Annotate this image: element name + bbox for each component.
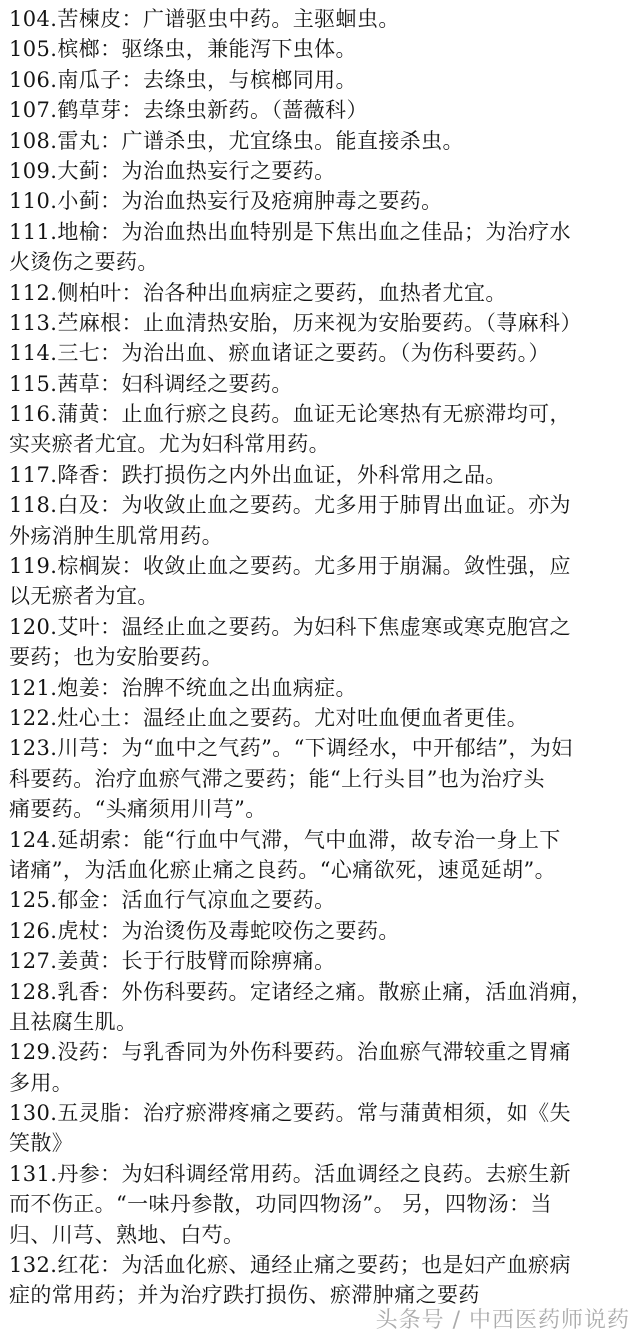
herb-entry <box>9 126 635 156</box>
entry-text-line: 实夹瘀者尤宜。尤为妇科常用药。 <box>9 432 330 457</box>
herb-entry <box>9 278 635 308</box>
entry-text-line: 107.鹤草芽：去绦虫新药。（蔷薇科） <box>9 98 368 123</box>
entry-text-line: 科要药。治疗血瘀气滞之要药；能“上行头目”也为治疗头 <box>9 766 545 791</box>
entry-text-line: 104.苦楝皮：广谱驱虫中药。主驱蛔虫。 <box>9 7 400 31</box>
entry-text-line: 127.姜黄：长于行肢臂而除痹痛。 <box>9 949 336 974</box>
entry-text-line: 112.侧柏叶：治各种出血病症之要药，血热者尤宜。 <box>9 280 507 305</box>
herb-entry <box>9 612 635 673</box>
herb-entry <box>9 34 635 64</box>
entry-text-line: 131.丹参：为妇科调经常用药。活血调经之良药。去瘀生新 <box>9 1161 571 1186</box>
herb-entry <box>9 217 635 278</box>
entry-text-line: 128.乳香：外伤科要药。定诸经之痛。散瘀止痛，活血消痈， <box>9 979 593 1004</box>
entry-text-line: 多用。 <box>9 1070 74 1095</box>
entry-text-line: 121.炮姜：治脾不统血之出血病症。 <box>9 675 357 700</box>
herb-entry <box>9 673 635 703</box>
herb-entry <box>9 4 635 34</box>
herb-entry <box>9 399 635 460</box>
entry-text-line: 火烫伤之要药。 <box>9 250 159 275</box>
entry-text-line: 108.雷丸：广谱杀虫，尤宜绦虫。能直接杀虫。 <box>9 128 464 153</box>
entry-text-line: 122.灶心土：温经止血之要药。尤对吐血便血者更佳。 <box>9 705 529 730</box>
entry-text-line: 130.五灵脂：治疗瘀滞疼痛之要药。常与蒲黄相须，如《失 <box>9 1101 571 1126</box>
entry-text-line: 要药；也为安胎要药。 <box>9 645 223 670</box>
herb-entry <box>9 977 635 1038</box>
herb-entry <box>9 186 635 216</box>
herb-entry <box>9 460 635 490</box>
herb-entry <box>9 1159 635 1250</box>
herb-entry <box>9 825 635 886</box>
entry-text-line: 118.白及：为收敛止血之要药。尤多用于肺胃出血证。亦为 <box>9 493 571 518</box>
herb-entry <box>9 733 635 824</box>
entry-text-line: 125.郁金：活血行气凉血之要药。 <box>9 888 336 913</box>
entry-text-line: 123.川芎：为“血中之气药”。“下调经水，中开郁结”，为妇 <box>9 736 573 761</box>
herb-entry <box>9 369 635 399</box>
entry-text-line: 126.虎杖：为治烫伤及毒蛇咬伤之要药。 <box>9 918 400 943</box>
herb-entry <box>9 885 635 915</box>
entry-text-line: 113.苎麻根：止血清热安胎，历来视为安胎要药。（荨麻科） <box>9 310 582 335</box>
herb-entry <box>9 946 635 976</box>
entry-text-line: 120.艾叶：温经止血之要药。为妇科下焦虚寒或寒克胞宫之 <box>9 614 571 639</box>
herb-entry <box>9 490 635 551</box>
entry-text-line: 外疡消肿生肌常用药。 <box>9 523 223 548</box>
herb-entry <box>9 1250 635 1311</box>
entry-text-line: 132.红花：为活血化瘀、通经止痛之要药；也是妇产血瘀病 <box>9 1253 571 1278</box>
entry-text-line: 症的常用药；并为治疗跌打损伤、瘀滞肿痛之要药 <box>9 1283 480 1308</box>
herb-entry <box>9 1098 635 1159</box>
entry-text-line: 笑散》 <box>9 1131 74 1156</box>
herb-entry <box>9 916 635 946</box>
entry-text-line: 129.没药：与乳香同为外伤科要药。治血瘀气滞较重之胃痛 <box>9 1040 571 1065</box>
entry-text-line: 以无瘀者为宜。 <box>9 584 159 609</box>
herb-entry <box>9 308 635 338</box>
entry-text-line: 116.蒲黄：止血行瘀之良药。血证无论寒热有无瘀滞均可， <box>9 402 571 427</box>
entry-text-line: 归、川芎、熟地、白芍。 <box>9 1222 245 1247</box>
entry-text-line: 痛要药。“头痛须用川芎”。 <box>9 797 267 822</box>
herb-entry <box>9 1037 635 1098</box>
entry-text-line: 111.地榆：为治血热出血特别是下焦出血之佳品；为治疗水 <box>9 219 571 244</box>
entry-text-line: 117.降香：跌打损伤之内外出血证，外科常用之品。 <box>9 462 507 487</box>
watermark: 头条号 / 中西医药师说药 <box>376 1303 630 1334</box>
entry-text-line: 114.三七：为治出血、瘀血诸证之要药。（为伤科要药。） <box>9 341 550 366</box>
entry-text-line: 119.棕榈炭：收敛止血之要药。尤多用于崩漏。敛性强，应 <box>9 554 571 579</box>
entry-text-line: 且祛腐生肌。 <box>9 1009 138 1034</box>
herb-entry <box>9 95 635 125</box>
entry-text-line: 而不伤正。“一味丹参散，功同四物汤”。 另，四物汤：当 <box>9 1192 552 1217</box>
herb-entry <box>9 703 635 733</box>
entry-text-line: 124.延胡索：能“行血中气滞，气中血滞，故专治一身上下 <box>9 827 561 852</box>
entry-text-line: 109.大蓟：为治血热妄行之要药。 <box>9 158 336 183</box>
herb-entry-list <box>9 4 635 1311</box>
entry-text-line: 106.南瓜子：去绦虫，与槟榔同用。 <box>9 67 357 92</box>
herb-entry <box>9 551 635 612</box>
entry-text-line: 105.槟榔：驱绦虫，兼能泻下虫体。 <box>9 37 357 62</box>
herb-entry <box>9 65 635 95</box>
entry-text-line: 110.小蓟：为治血热妄行及疮痈肿毒之要药。 <box>9 189 443 214</box>
entry-text-line: 诸痛”，为活血化瘀止痛之良药。“心痛欲死，速觅延胡”。 <box>9 857 557 882</box>
herb-entry <box>9 156 635 186</box>
entry-text-line: 115.茜草：妇科调经之要药。 <box>9 371 293 396</box>
herb-entry <box>9 338 635 368</box>
